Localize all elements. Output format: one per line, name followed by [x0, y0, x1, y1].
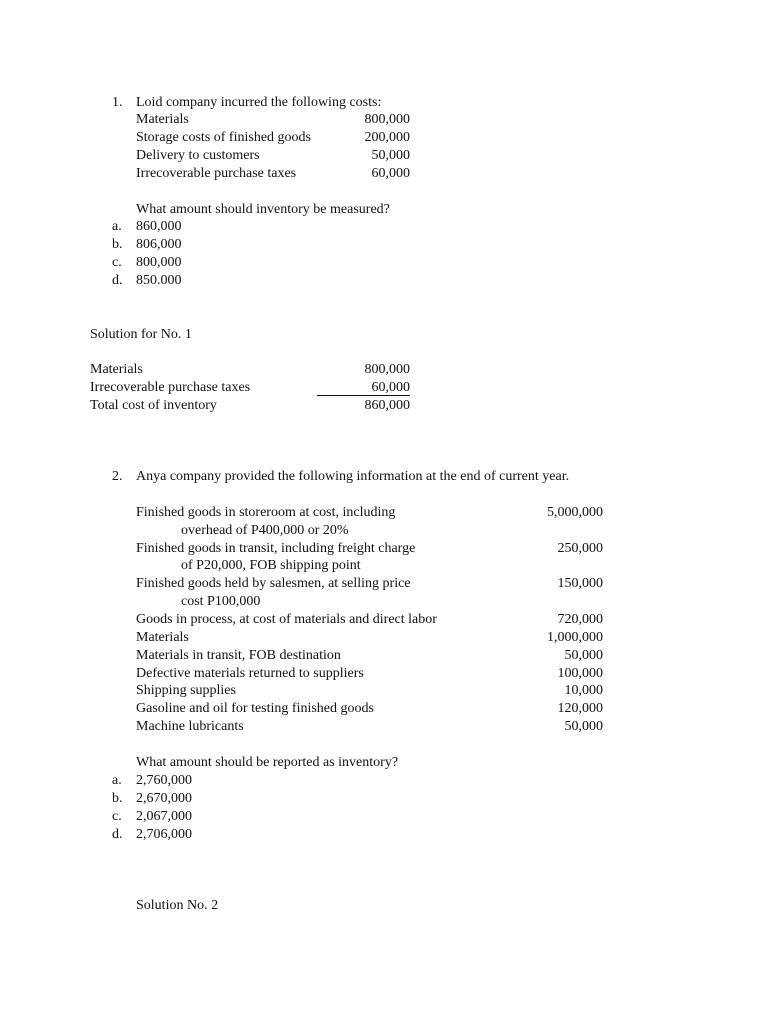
choice-text: 860,000 [136, 219, 182, 234]
solution-row-value: 800,000 [364, 362, 410, 377]
cost-item-value: 60,000 [371, 166, 410, 181]
choice-letter: d. [112, 273, 123, 288]
cost-item-value: 50,000 [371, 148, 410, 163]
inventory-item-value: 1,000,000 [547, 630, 603, 645]
question-1-prompt: What amount should inventory be measured? [136, 202, 390, 217]
solution-row-value: 860,000 [364, 398, 410, 413]
inventory-item-value: 150,000 [557, 576, 603, 591]
inventory-item-label: Materials in transit, FOB destination [136, 648, 341, 663]
question-2-number: 2. [112, 469, 123, 484]
solution-1-title: Solution for No. 1 [90, 327, 192, 342]
inventory-item-label: Goods in process, at cost of materials and direct labor [136, 612, 437, 627]
cost-item-label: Materials [136, 112, 189, 127]
cost-item-value: 800,000 [364, 112, 410, 127]
inventory-item-label: Gasoline and oil for testing finished goods [136, 701, 374, 716]
choice-text: 806,000 [136, 237, 182, 252]
choice-text: 2,760,000 [136, 773, 192, 788]
solution-row-label: Total cost of inventory [90, 398, 217, 413]
solution-row-label: Irrecoverable purchase taxes [90, 380, 251, 395]
solution-row-value: 60,000 [371, 380, 410, 395]
choice-letter: b. [112, 791, 123, 806]
choice-text: 2,067,000 [136, 809, 192, 824]
inventory-item-detail: of P20,000, FOB shipping point [181, 558, 361, 573]
choice-letter: d. [112, 827, 123, 842]
choice-letter: c. [112, 255, 122, 270]
inventory-item-label: Finished goods in transit, including freight charge [136, 541, 416, 556]
solution-row-label: Materials [90, 362, 143, 377]
inventory-item-label: Materials [136, 630, 189, 645]
choice-text: 2,670,000 [136, 791, 192, 806]
solution-2-title: Solution No. 2 [136, 898, 219, 913]
choice-letter: c. [112, 809, 122, 824]
subtotal-underline [317, 395, 410, 396]
cost-item-value: 200,000 [364, 130, 410, 145]
cost-item-label: Delivery to customers [136, 148, 260, 163]
inventory-item-value: 720,000 [557, 612, 603, 627]
choice-letter: b. [112, 237, 123, 252]
inventory-item-value: 10,000 [564, 683, 603, 698]
inventory-item-detail: cost P100,000 [181, 594, 261, 609]
inventory-item-label: Shipping supplies [136, 683, 236, 698]
inventory-item-value: 50,000 [564, 648, 603, 663]
inventory-item-detail: overhead of P400,000 or 20% [181, 523, 349, 538]
question-2-stem: Anya company provided the following information at the end of current year. [136, 469, 570, 484]
inventory-item-label: Finished goods held by salesmen, at selling price [136, 576, 411, 591]
cost-item-label: Storage costs of finished goods [136, 130, 311, 145]
choice-text: 800,000 [136, 255, 182, 270]
inventory-item-label: Finished goods in storeroom at cost, including [136, 505, 396, 520]
inventory-item-value: 50,000 [564, 719, 603, 734]
cost-item-label: Irrecoverable purchase taxes [136, 166, 297, 181]
choice-letter: a. [112, 773, 122, 788]
choice-letter: a. [112, 219, 122, 234]
question-2-prompt: What amount should be reported as inventory? [136, 755, 399, 770]
choice-text: 850.000 [136, 273, 182, 288]
inventory-item-value: 5,000,000 [547, 505, 603, 520]
question-1-number: 1. [112, 95, 123, 110]
choice-text: 2,706,000 [136, 827, 192, 842]
inventory-item-value: 250,000 [557, 541, 603, 556]
inventory-item-value: 100,000 [557, 666, 603, 681]
inventory-item-value: 120,000 [557, 701, 603, 716]
inventory-item-label: Machine lubricants [136, 719, 244, 734]
inventory-item-label: Defective materials returned to suppliers [136, 666, 364, 681]
question-1-stem: Loid company incurred the following costs: [136, 95, 382, 110]
